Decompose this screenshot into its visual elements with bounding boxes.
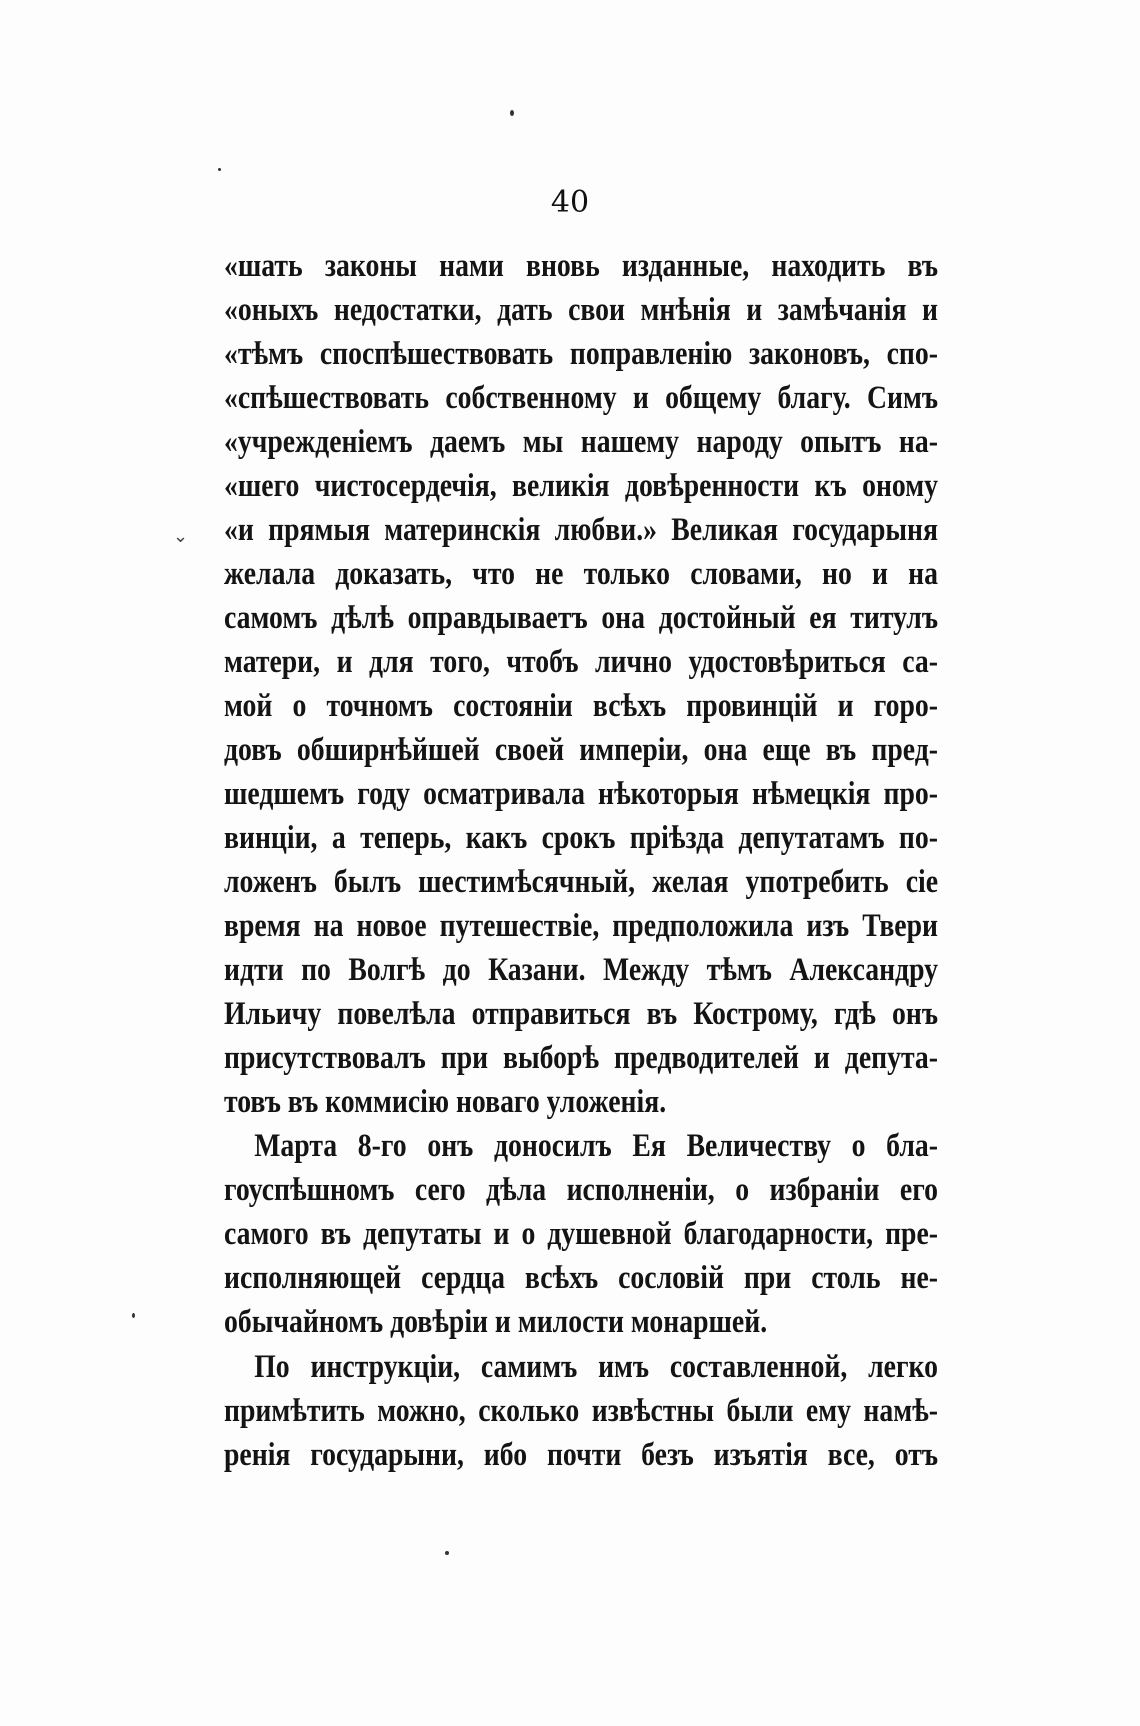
text-line: товъ въ коммисію новаго уложенія. [224, 1084, 667, 1120]
text-line: «оныхъ недостатки, дать свои мнѣнія и замѣчанія и [224, 292, 938, 328]
text-line: присутствовалъ при выборѣ предводителей и депута- [224, 1040, 938, 1076]
ink-speck [445, 1551, 449, 1555]
ink-speck [510, 110, 514, 116]
text-line: По инструкціи, самимъ имъ составленной, легко [254, 1349, 939, 1385]
ink-speck [218, 168, 221, 171]
text-line: винціи, а теперь, какъ срокъ пріѣзда депутатамъ по- [224, 820, 938, 856]
text-line: «шать законы нами вновь изданные, находить въ [224, 248, 938, 284]
text-line: «и прямыя материнскія любви.» Великая государыня [224, 512, 938, 548]
text-line: ложенъ былъ шестимѣсячный, желая употребить сіе [224, 864, 938, 900]
text-line: шедшемъ году осматривала нѣкоторыя нѣмецкія про- [224, 776, 938, 812]
text-line: «спѣшествовать собственному и общему благу. Симъ [224, 380, 938, 416]
margin-mark: ⌄ [173, 526, 189, 547]
text-line: Ильичу повелѣла отправиться въ Кострому, гдѣ онъ [224, 996, 938, 1032]
page-number: 40 [550, 185, 590, 220]
paragraph-3 [224, 1345, 939, 1477]
text-line: мой о точномъ состояніи всѣхъ провинцій и горо- [224, 688, 938, 724]
text-line: Марта 8-го онъ доносилъ Ея Величеству о бла- [254, 1128, 939, 1164]
text-line: исполняющей сердца всѣхъ сословій при столь не- [224, 1260, 938, 1296]
text-line: довъ обширнѣйшей своей имперіи, она еще въ пред- [224, 732, 938, 768]
text-line: обычайномъ довѣріи и милости монаршей. [224, 1304, 768, 1340]
text-line: «учрежденіемъ даемъ мы нашему народу опытъ на- [224, 424, 938, 460]
text-line: «тѣмъ споспѣшествовать поправленію законовъ, спо- [224, 336, 938, 372]
text-line: самомъ дѣлѣ оправдываетъ она достойный ея титулъ [224, 600, 938, 636]
text-line: «шего чистосердечія, великія довѣренности къ оному [224, 468, 938, 504]
text-line: желала доказать, что не только словами, но и на [224, 556, 938, 592]
text-line: самого въ депутаты и о душевной благодарности, пре- [224, 1216, 938, 1252]
paragraph-1 [224, 244, 938, 1124]
text-line: ренія государыни, ибо почти безъ изъятія все, отъ [224, 1437, 938, 1473]
text-line: гоуспѣшномъ сего дѣла исполненіи, о избраніи его [224, 1172, 938, 1208]
text-line: время на новое путешествіе, предположила изъ Твери [224, 908, 938, 944]
text-line: идти по Волгѣ до Казани. Между тѣмъ Александру [224, 952, 938, 988]
ink-speck [132, 1313, 135, 1318]
text-line: матери, и для того, чтобъ лично удостовѣриться са- [224, 644, 938, 680]
text-line: примѣтить можно, сколько извѣстны были ему намѣ- [224, 1393, 938, 1429]
paragraph-2 [224, 1124, 939, 1344]
